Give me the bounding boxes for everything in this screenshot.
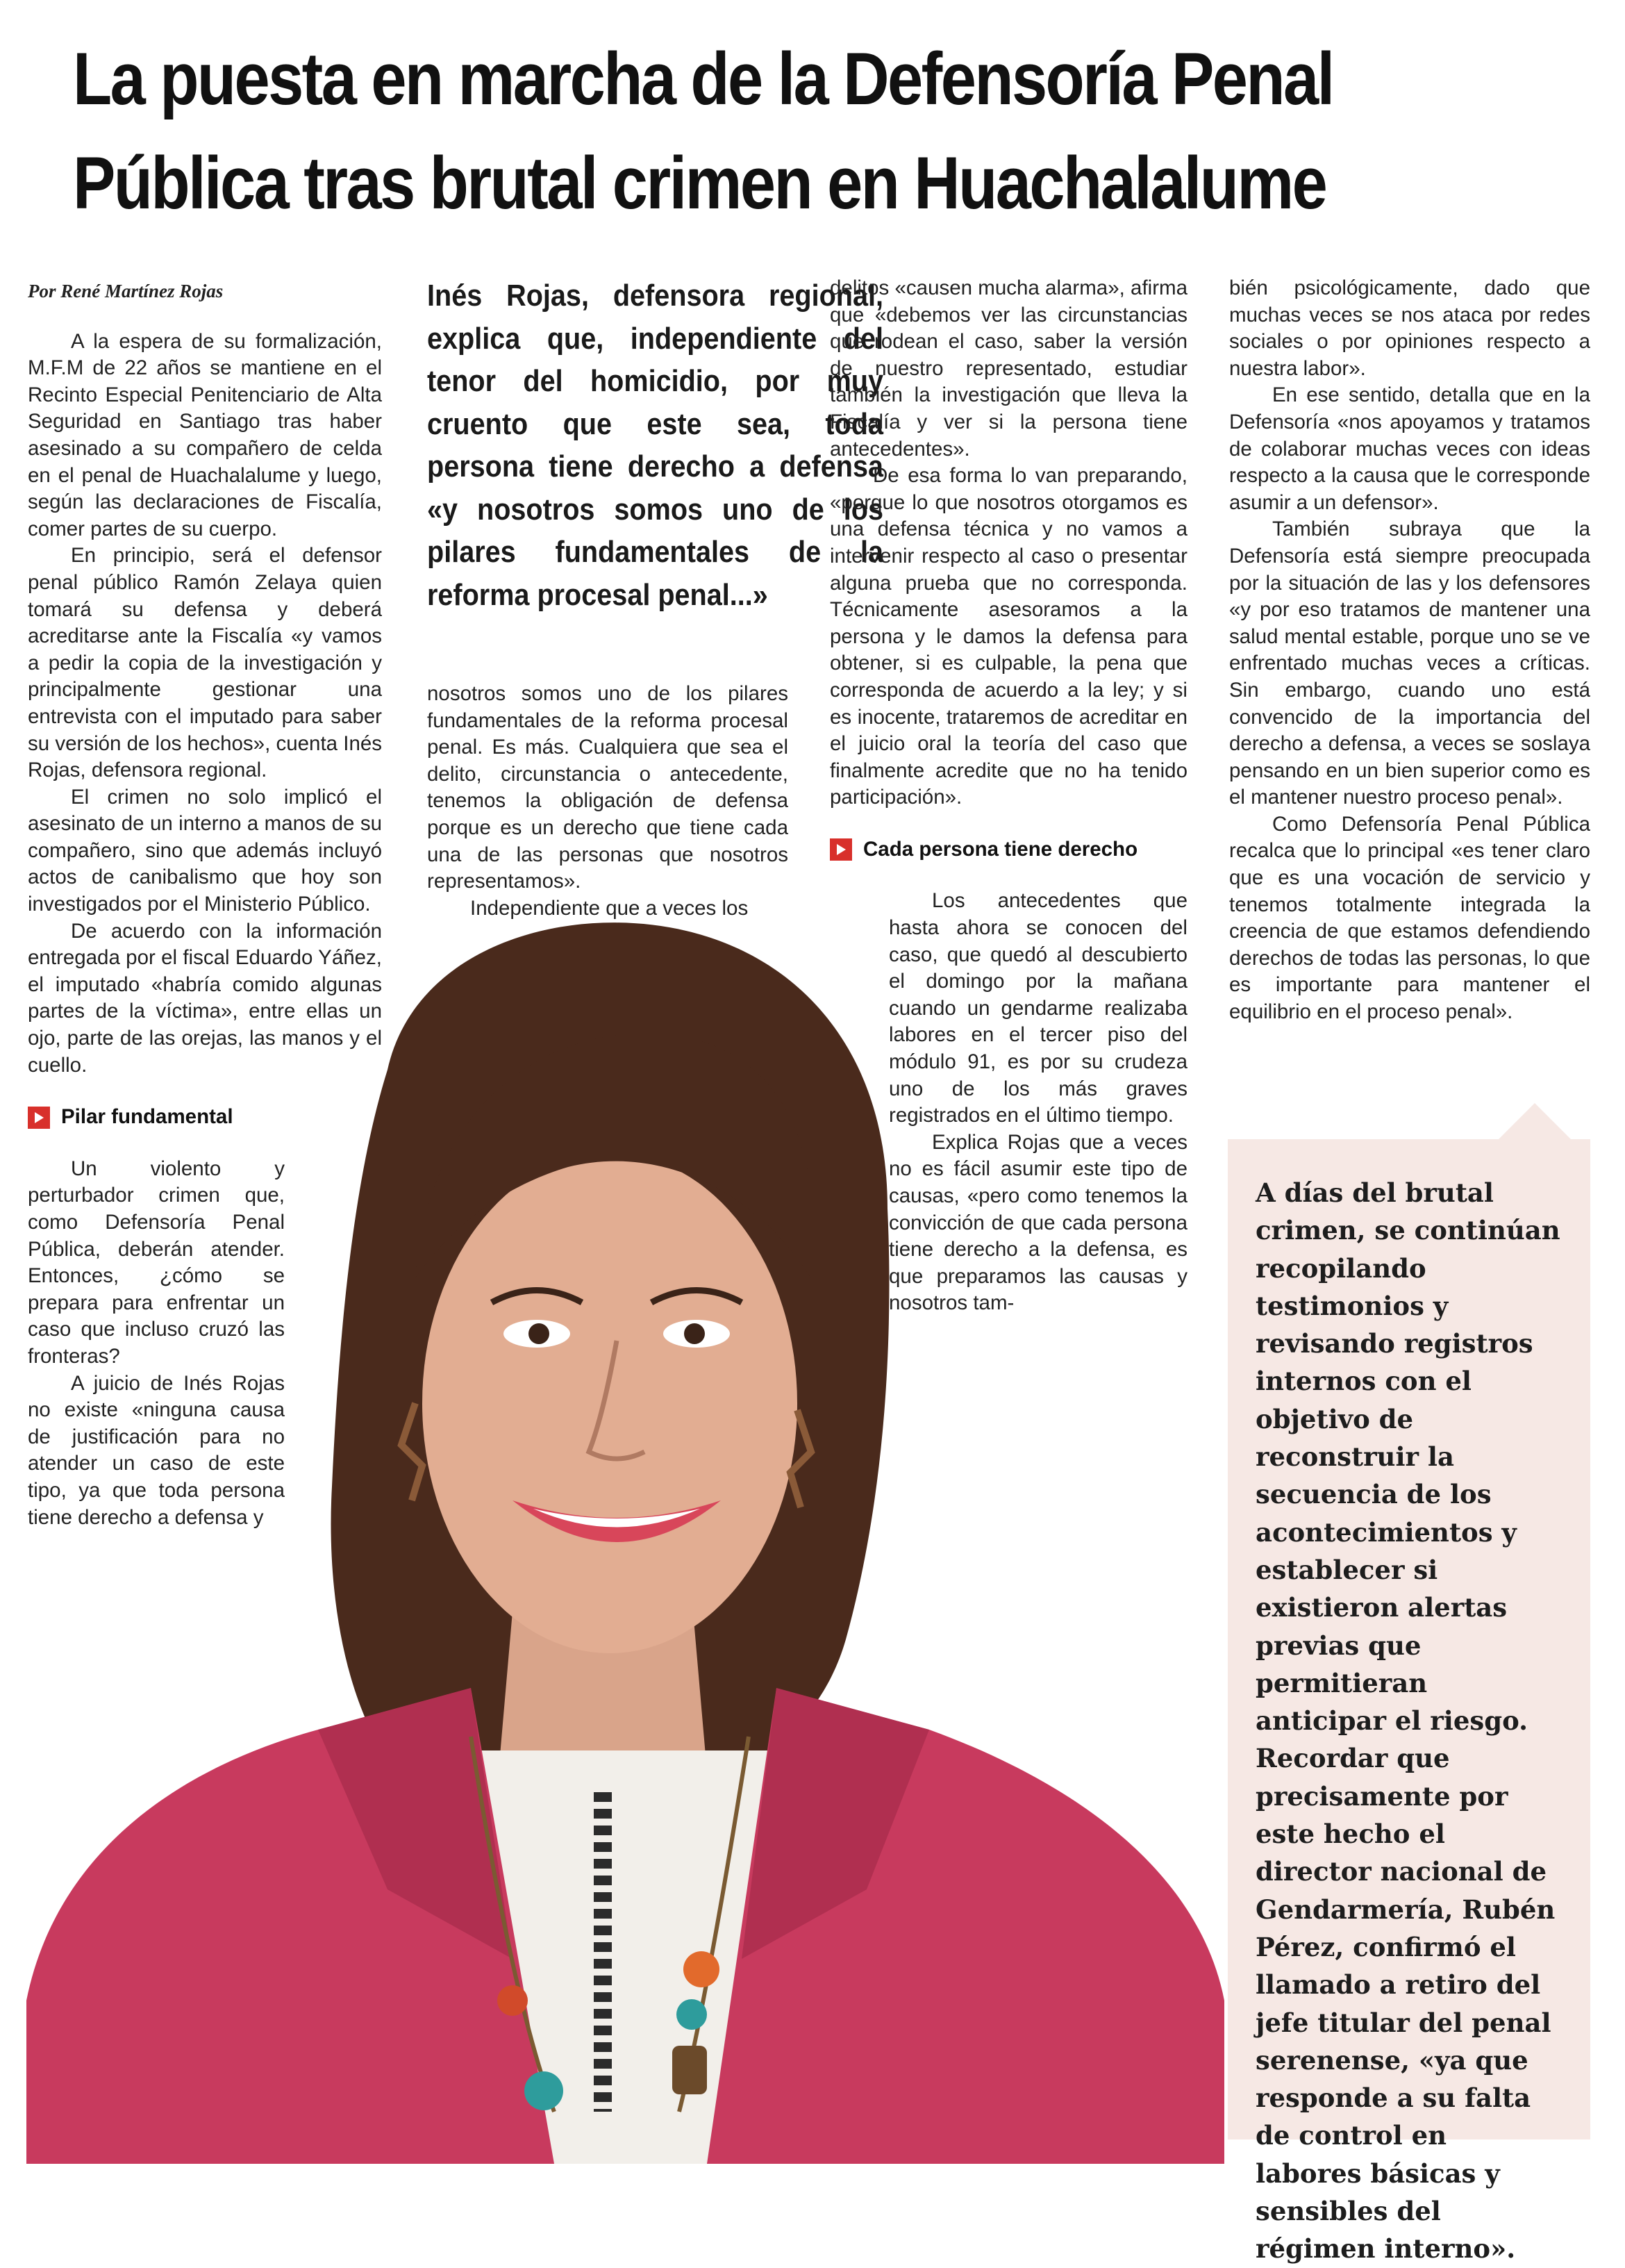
pupil-right-shape xyxy=(684,1323,705,1344)
paragraph: delitos «causen mucha alarma», afirma que «debemos ver las circunstancias que rodean el caso, saber la versión de nuestro representado, estudiar también la investigación que lleva la Fiscalía y ver si la persona tiene antecedentes». xyxy=(830,276,1188,461)
paragraph: bién psicológicamente, dado que muchas veces se nos ataca por redes sociales o por opiniones respecto a nuestra labor». xyxy=(1229,276,1590,380)
red-triangle-play-icon xyxy=(830,838,852,861)
headline-line-2: Pública tras brutal crimen en Huachalalume xyxy=(73,141,1326,224)
bead-shape xyxy=(676,1999,707,2030)
bead-shape xyxy=(683,1951,719,1987)
face-shape xyxy=(422,1153,797,1653)
paragraph: Un violento y perturbador crimen que, como Defensoría Penal Pública, deberán atender. Entonces, ¿cómo se prepara para enfrentar un caso que incluso cruzó las fronteras? xyxy=(28,1157,285,1368)
paragraph: Explica Rojas que a veces no es fácil asumir este tipo de causas, «pero como tenemos la convicción de que cada persona tiene derecho a la defensa, es que preparamos las causas y nosotros tam- xyxy=(889,1130,1188,1315)
pull-quote: Inés Rojas, defensora regional, explica que, independiente del tenor del homicidio, por muy cruento que este sea, toda persona tiene derecho a defensa «y nosotros somos uno de los pilares fundamentales de la reforma procesal penal...» xyxy=(427,279,883,612)
byline: Por René Martínez Rojas xyxy=(28,281,224,301)
subhead-label: Pilar fundamental xyxy=(61,1105,233,1129)
paragraph: nosotros somos uno de los pilares fundamentales de la reforma procesal penal. Es más. Cualquiera que sea el delito, circunstancia o antecedente, tenemos la obligación de defensa porque es un derecho que tiene cada una de las personas que nosotros representamos». xyxy=(427,682,788,893)
subhead-label: Cada persona tiene derecho xyxy=(863,837,1138,861)
bead-shape xyxy=(524,2071,563,2110)
sidebar-notch xyxy=(1499,1103,1571,1139)
headline-line-1: La puesta en marcha de la Defensoría Penal xyxy=(73,37,1333,120)
bead-shape xyxy=(497,1985,528,2016)
column-2 xyxy=(427,681,788,922)
paragraph: A la espera de su formalización, M.F.M de 22 años se mantiene en el Recinto Especial Penitenciario de Alta Seguridad en Santiago tras haber asesinado a su compañero de celda en el penal de Huachalalume y luego, según las declaraciones de Fiscalía, comer partes de su cuerpo. xyxy=(28,329,382,540)
paragraph: De esa forma lo van preparando, «porque lo que nosotros otorgamos es una defensa técnica y no vamos a intervenir respecto al caso o presentar alguna prueba que no corresponda. Técnicamente asesoramos a la persona y le damos la defensa para obtener, si es culpable, la pena que corresponda de acuerdo a la ley; y si es inocente, trataremos de acreditar en el juicio oral la teoría del caso que finalmente acredite que no ha tenido participación». xyxy=(830,464,1188,809)
sidebar-text: A días del brutal crimen, se continúan recopilando testimonios y revisando registros internos con el objetivo de reconstruir la secuencia de los acontecimientos y establecer si existieron alertas previas que permitieran anticipar el riesgo. Recordar que precisamente por este hecho el director nacional de Gendarmería, Rubén Pérez, confirmó el llamado a retiro del jefe titular del penal serenense, «ya que responde a su falta de control en labores básicas y sensibles del régimen interno». xyxy=(1256,1177,1560,2265)
paragraph: A juicio de Inés Rojas no existe «ninguna causa de justificación para no atender un caso de este tipo, ya que toda persona tiene derecho a defensa y xyxy=(28,1371,285,1529)
paragraph: En ese sentido, detalla que en la Defensoría «nos apoyamos y tratamos de colaborar muchas veces con ideas respecto a la causa que le corresponde asumir a un defensor». xyxy=(1229,383,1590,514)
paragraph: En principio, será el defensor penal público Ramón Zelaya quien tomará su defensa y deberá acreditarse ante la Fiscalía «y vamos a pedir la copia de la investigación y principalmente gestionar una entrevista con el imputado para saber su versión de los hechos», cuenta Inés Rojas, defensora regional. xyxy=(28,544,383,782)
column-4 xyxy=(1229,275,1590,1026)
subhead-cada-persona xyxy=(830,836,1188,863)
paragraph: El crimen no solo implicó el asesinato de un interno a manos de su compañero, sino que además incluyó actos de canibalismo que hoy son investigados por el Ministerio Público. xyxy=(28,785,382,916)
paragraph: De acuerdo con la información entregada por el fiscal Eduardo Yáñez, el imputado «habría comido algunas partes de la víctima», entre ellas un ojo, parte de las orejas, las manos y el cuello. xyxy=(28,919,382,1077)
paragraph: Los antecedentes que hasta ahora se conocen del caso, que quedó al descubierto el domingo por la mañana cuando un gendarme realizaba labores en el tercer piso del módulo 91, es por su crudeza uno de los más graves registrados en el último tiempo. xyxy=(889,889,1188,1127)
bead-shape xyxy=(672,2046,707,2094)
sidebar-box xyxy=(1228,1139,1590,2265)
portrait-photo xyxy=(26,917,1224,2164)
headline xyxy=(73,26,1375,235)
paragraph: Como Defensoría Penal Pública recalca que lo principal «es tener claro que es una vocación de servicio y tenemos totalmente integrada la creencia de que estamos defendiendo derechos de todas las personas, lo que es importante para mantener el equilibrio en el proceso penal». xyxy=(1229,812,1590,1024)
paragraph: También subraya que la Defensoría está siempre preocupada por la situación de las y los defensores «y por eso tratamos de mantener una salud mental estable, porque uno se ve enfrentado muchas veces a críticas. Sin embargo, cuando uno está convencido de la importancia del derecho a defensa, a veces se soslaya pensando en un bien superior como es el mantener nuestro proceso penal». xyxy=(1229,518,1590,809)
pupil-left-shape xyxy=(528,1323,549,1344)
paragraph: Independiente que a veces los xyxy=(470,896,749,920)
